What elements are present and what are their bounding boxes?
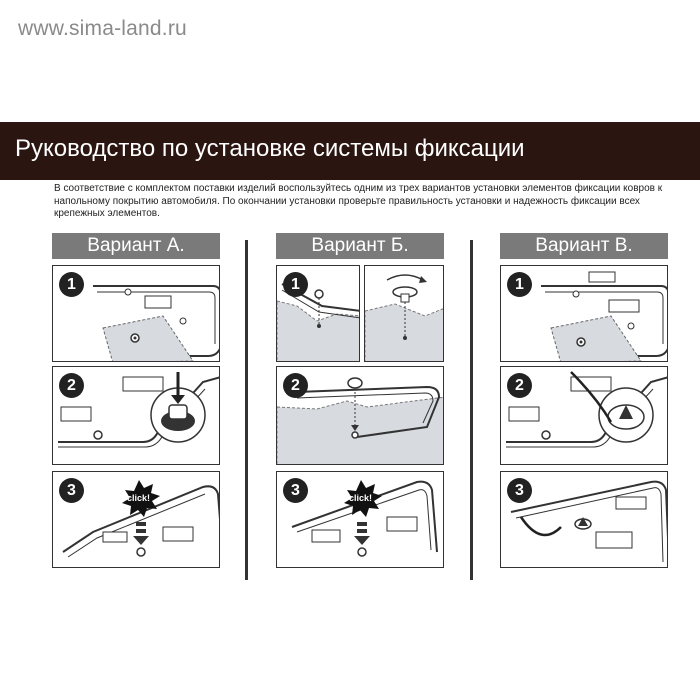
step-number: 2 <box>283 373 308 398</box>
step-number: 3 <box>59 478 84 503</box>
title-banner <box>0 122 700 180</box>
step-number: 1 <box>59 272 84 297</box>
step-number: 2 <box>59 373 84 398</box>
intro-text: В соответствие с комплектом поставки изделий воспользуйтесь одним из трех вариантов установки элементов фиксации ковров к напольному покрытию автомобиля. По окончании установки проверьте правильность установки и надежность фиксации всех крепежных элементов. <box>54 183 663 219</box>
step-number: 1 <box>507 272 532 297</box>
column-divider <box>245 240 248 580</box>
variant-a-header: Вариант А. <box>52 233 220 259</box>
page-title: Руководство по установке системы фиксации <box>15 135 525 162</box>
variant-b-step-1a <box>276 265 360 362</box>
step-number: 3 <box>507 478 532 503</box>
variant-b-step-2 <box>276 366 444 465</box>
click-label: click! <box>127 493 151 503</box>
step-illustration <box>365 266 444 362</box>
variant-b-step-3 <box>276 471 444 568</box>
click-label: click! <box>349 493 373 503</box>
variant-v-step-3 <box>500 471 668 568</box>
variant-a-step-2 <box>52 366 220 465</box>
step-number: 1 <box>283 272 308 297</box>
variant-a-step-1 <box>52 265 220 362</box>
watermark: www.sima-land.ru <box>18 17 187 40</box>
variant-v-step-2 <box>500 366 668 465</box>
variant-a-step-3 <box>52 471 220 568</box>
variant-b-step-1b <box>364 265 444 362</box>
step-number: 2 <box>507 373 532 398</box>
variant-v-header: Вариант В. <box>500 233 668 259</box>
variant-b-header: Вариант Б. <box>276 233 444 259</box>
column-divider <box>470 240 473 580</box>
variant-v-step-1 <box>500 265 668 362</box>
step-number: 3 <box>283 478 308 503</box>
